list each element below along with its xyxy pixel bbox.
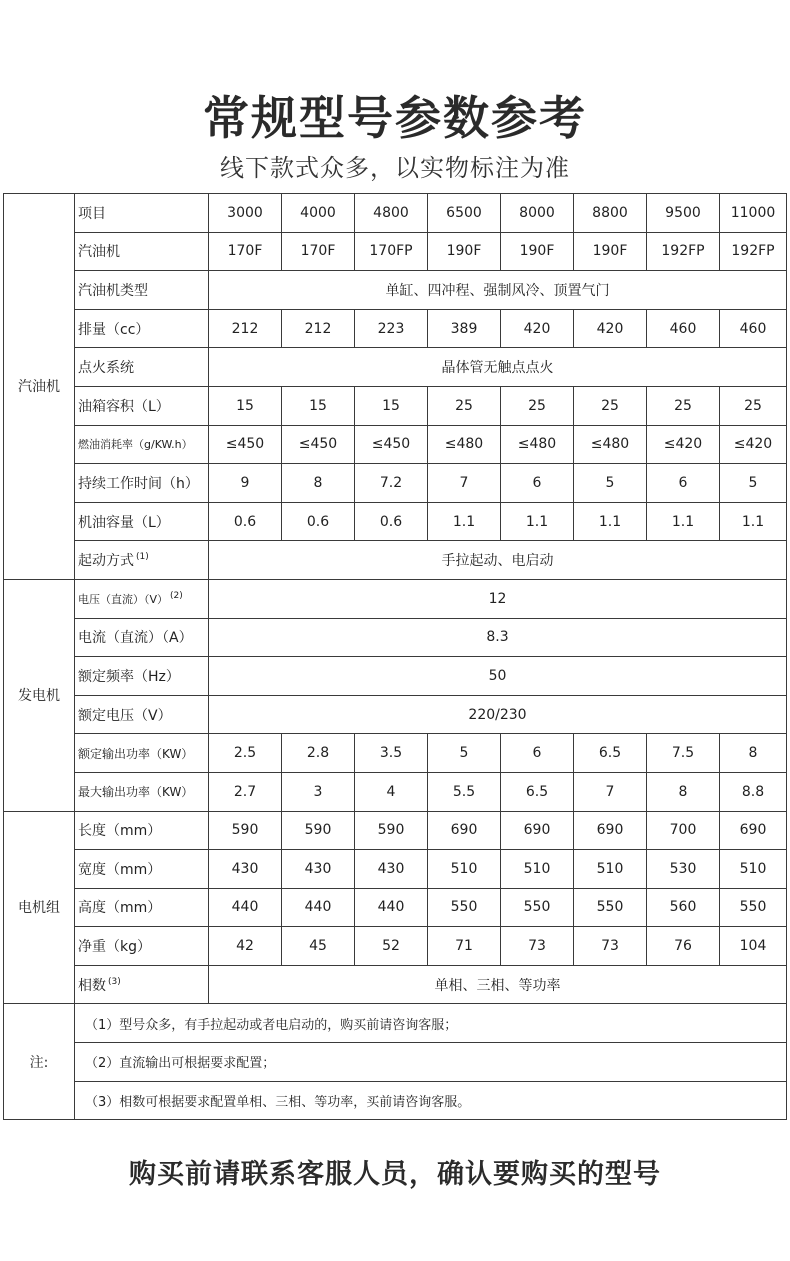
- table-cell: 440: [355, 888, 428, 927]
- row-label: [75, 695, 209, 734]
- table-cell: 7.5: [647, 734, 720, 773]
- table-cell: ≤420: [647, 425, 720, 464]
- row-label-text: 燃油消耗率（g/KW.h）: [78, 438, 193, 452]
- table-cell: 4: [355, 772, 428, 811]
- table-cell: 71: [428, 927, 501, 966]
- table-cell: 7: [574, 772, 647, 811]
- row-label: [75, 309, 209, 348]
- row-label-text: 高度（mm）: [78, 900, 162, 917]
- table-cell: 460: [647, 309, 720, 348]
- table-cell: ≤480: [574, 425, 647, 464]
- row-label-text: 相数: [78, 977, 106, 994]
- merged-cell: 220/230: [209, 695, 787, 734]
- table-cell: 420: [501, 309, 574, 348]
- row-label-text: 机油容量（L）: [78, 514, 170, 531]
- table-cell: 4800: [355, 194, 428, 233]
- row-label-text: 点火系统: [78, 360, 134, 377]
- row-label: [75, 464, 209, 503]
- table-cell: 52: [355, 927, 428, 966]
- table-cell: ≤450: [209, 425, 282, 464]
- table-cell: 104: [720, 927, 787, 966]
- table-cell: 440: [209, 888, 282, 927]
- table-cell: 2.8: [282, 734, 355, 773]
- table-cell: 6: [647, 464, 720, 503]
- table-cell: 25: [428, 386, 501, 425]
- row-label-text: 持续工作时间（h）: [78, 475, 199, 492]
- page-subtitle: 线下款式众多，以实物标注为准: [220, 154, 570, 182]
- table-cell: 190F: [574, 232, 647, 271]
- table-row: [4, 502, 787, 541]
- table-cell: 212: [209, 309, 282, 348]
- table-cell: 6: [501, 464, 574, 503]
- table-cell: 190F: [501, 232, 574, 271]
- table-cell: 9: [209, 464, 282, 503]
- table-cell: 440: [282, 888, 355, 927]
- table-row: [4, 695, 787, 734]
- table-cell: 5: [574, 464, 647, 503]
- table-cell: 25: [501, 386, 574, 425]
- table-cell: 550: [720, 888, 787, 927]
- table-row: [4, 579, 787, 618]
- row-label: [75, 425, 209, 464]
- table-cell: ≤450: [282, 425, 355, 464]
- table-row: [4, 811, 787, 850]
- table-cell: 550: [428, 888, 501, 927]
- table-cell: 73: [574, 927, 647, 966]
- row-label: [75, 232, 209, 271]
- row-label: [75, 194, 209, 233]
- table-cell: 170F: [209, 232, 282, 271]
- row-label: [75, 502, 209, 541]
- table-cell: 15: [209, 386, 282, 425]
- table-cell: ≤480: [501, 425, 574, 464]
- table-cell: 2.5: [209, 734, 282, 773]
- merged-cell: 单缸、四冲程、强制风冷、顶置气门: [209, 271, 787, 310]
- table-cell: 76: [647, 927, 720, 966]
- table-cell: 3: [282, 772, 355, 811]
- table-cell: 590: [209, 811, 282, 850]
- table-cell: 0.6: [282, 502, 355, 541]
- note-text: （3）相数可根据要求配置单相、三相、等功率，买前请咨询客服。: [75, 1081, 787, 1120]
- table-cell: 8: [282, 464, 355, 503]
- table-row: [4, 386, 787, 425]
- table-cell: 8: [720, 734, 787, 773]
- table-row: [4, 271, 787, 310]
- table-cell: 192FP: [720, 232, 787, 271]
- table-cell: 690: [574, 811, 647, 850]
- table-cell: 1.1: [428, 502, 501, 541]
- table-row: [4, 850, 787, 889]
- row-label-text: 长度（mm）: [78, 823, 162, 840]
- table-cell: 5.5: [428, 772, 501, 811]
- table-cell: 6.5: [574, 734, 647, 773]
- table-cell: 8: [647, 772, 720, 811]
- table-cell: 3.5: [355, 734, 428, 773]
- table-cell: 590: [282, 811, 355, 850]
- table-row: [4, 425, 787, 464]
- table-cell: 5: [720, 464, 787, 503]
- table-cell: 530: [647, 850, 720, 889]
- merged-cell: 12: [209, 579, 787, 618]
- table-cell: 25: [720, 386, 787, 425]
- table-cell: 590: [355, 811, 428, 850]
- row-label-text: 电流（直流）（A）: [78, 630, 193, 647]
- row-label: [75, 772, 209, 811]
- table-cell: 6: [501, 734, 574, 773]
- table-row: [4, 232, 787, 271]
- table-cell: 1.1: [647, 502, 720, 541]
- table-cell: ≤480: [428, 425, 501, 464]
- table-cell: 6.5: [501, 772, 574, 811]
- footnote-marker: (1): [136, 552, 149, 563]
- table-cell: 212: [282, 309, 355, 348]
- table-cell: 8800: [574, 194, 647, 233]
- row-label-text: 额定频率（Hz）: [78, 668, 180, 685]
- table-cell: 7: [428, 464, 501, 503]
- row-label-text: 汽油机类型: [78, 282, 148, 299]
- table-cell: 15: [355, 386, 428, 425]
- table-cell: 6500: [428, 194, 501, 233]
- table-cell: 690: [428, 811, 501, 850]
- table-cell: 430: [282, 850, 355, 889]
- table-cell: 3000: [209, 194, 282, 233]
- table-cell: 560: [647, 888, 720, 927]
- merged-cell: 单相、三相、等功率: [209, 965, 787, 1004]
- note-row: [4, 1043, 787, 1082]
- table-row: [4, 348, 787, 387]
- row-label-text: 最大输出功率（KW）: [78, 785, 194, 800]
- row-label: [75, 888, 209, 927]
- table-cell: 190F: [428, 232, 501, 271]
- merged-cell: 手拉起动、电启动: [209, 541, 787, 580]
- table-cell: 45: [282, 927, 355, 966]
- table-cell: 510: [574, 850, 647, 889]
- table-cell: 73: [501, 927, 574, 966]
- group-label-engine: 汽油机: [4, 194, 75, 580]
- table-cell: 4000: [282, 194, 355, 233]
- row-label-text: 项目: [78, 205, 106, 222]
- merged-cell: 8.3: [209, 618, 787, 657]
- note-text: （1）型号众多，有手拉起动或者电启动的，购买前请咨询客服；: [75, 1004, 787, 1043]
- table-cell: 11000: [720, 194, 787, 233]
- table-cell: 550: [501, 888, 574, 927]
- row-label: [75, 657, 209, 696]
- table-cell: 192FP: [647, 232, 720, 271]
- row-label-text: 起动方式: [78, 553, 134, 570]
- row-label-text: 额定电压（V）: [78, 707, 172, 724]
- table-row: [4, 657, 787, 696]
- table-cell: 0.6: [355, 502, 428, 541]
- table-cell: ≤420: [720, 425, 787, 464]
- row-label-text: 汽油机: [78, 244, 120, 261]
- page-title: 常规型号参数参考: [203, 91, 587, 145]
- row-label-text: 油箱容积（L）: [78, 398, 170, 415]
- table-row: [4, 541, 787, 580]
- merged-cell: 晶体管无触点点火: [209, 348, 787, 387]
- table-row: [4, 734, 787, 773]
- table-cell: 700: [647, 811, 720, 850]
- table-cell: 510: [720, 850, 787, 889]
- table-cell: 8000: [501, 194, 574, 233]
- table-cell: 420: [574, 309, 647, 348]
- row-label: [75, 618, 209, 657]
- table-row: [4, 965, 787, 1004]
- table-cell: 1.1: [720, 502, 787, 541]
- table-cell: 430: [209, 850, 282, 889]
- row-label-text: 额定输出功率（KW）: [78, 746, 194, 761]
- table-row: [4, 772, 787, 811]
- table-cell: 430: [355, 850, 428, 889]
- row-label: [75, 811, 209, 850]
- row-label: [75, 348, 209, 387]
- row-label: [75, 579, 209, 618]
- row-label: [75, 850, 209, 889]
- note-row: [4, 1081, 787, 1120]
- spec-table: [3, 193, 787, 1120]
- row-label-text: 宽度（mm）: [78, 861, 162, 878]
- table-row: [4, 309, 787, 348]
- note-text: （2）直流输出可根据要求配置；: [75, 1043, 787, 1082]
- footer-notice: 购买前请联系客服人员，确认要购买的型号: [129, 1159, 661, 1190]
- table-row: [4, 927, 787, 966]
- table-row: [4, 194, 787, 233]
- row-label: [75, 965, 209, 1004]
- table-cell: 690: [501, 811, 574, 850]
- group-label-notes: 注:: [4, 1004, 75, 1120]
- table-cell: 550: [574, 888, 647, 927]
- table-cell: 2.7: [209, 772, 282, 811]
- note-row: [4, 1004, 787, 1043]
- row-label: [75, 734, 209, 773]
- table-cell: 510: [501, 850, 574, 889]
- table-cell: 389: [428, 309, 501, 348]
- table-cell: 1.1: [501, 502, 574, 541]
- table-cell: ≤450: [355, 425, 428, 464]
- table-cell: 510: [428, 850, 501, 889]
- table-cell: 690: [720, 811, 787, 850]
- group-label-genset: 电机组: [4, 811, 75, 1004]
- row-label: [75, 541, 209, 580]
- row-label: [75, 386, 209, 425]
- table-cell: 460: [720, 309, 787, 348]
- table-cell: 42: [209, 927, 282, 966]
- table-cell: 25: [574, 386, 647, 425]
- row-label: [75, 271, 209, 310]
- table-row: [4, 618, 787, 657]
- row-label-text: 排量（cc）: [78, 321, 150, 338]
- group-label-generator: 发电机: [4, 579, 75, 811]
- table-cell: 170FP: [355, 232, 428, 271]
- table-cell: 8.8: [720, 772, 787, 811]
- row-label-text: 电压（直流）（V）: [78, 592, 169, 606]
- table-cell: 170F: [282, 232, 355, 271]
- table-cell: 0.6: [209, 502, 282, 541]
- footnote-marker: (2): [170, 591, 183, 602]
- table-cell: 5: [428, 734, 501, 773]
- table-cell: 9500: [647, 194, 720, 233]
- table-cell: 7.2: [355, 464, 428, 503]
- footnote-marker: (3): [108, 977, 121, 988]
- row-label-text: 净重（kg）: [78, 939, 151, 956]
- table-cell: 1.1: [574, 502, 647, 541]
- table-row: [4, 888, 787, 927]
- merged-cell: 50: [209, 657, 787, 696]
- table-row: [4, 464, 787, 503]
- table-cell: 223: [355, 309, 428, 348]
- table-cell: 15: [282, 386, 355, 425]
- row-label: [75, 927, 209, 966]
- table-cell: 25: [647, 386, 720, 425]
